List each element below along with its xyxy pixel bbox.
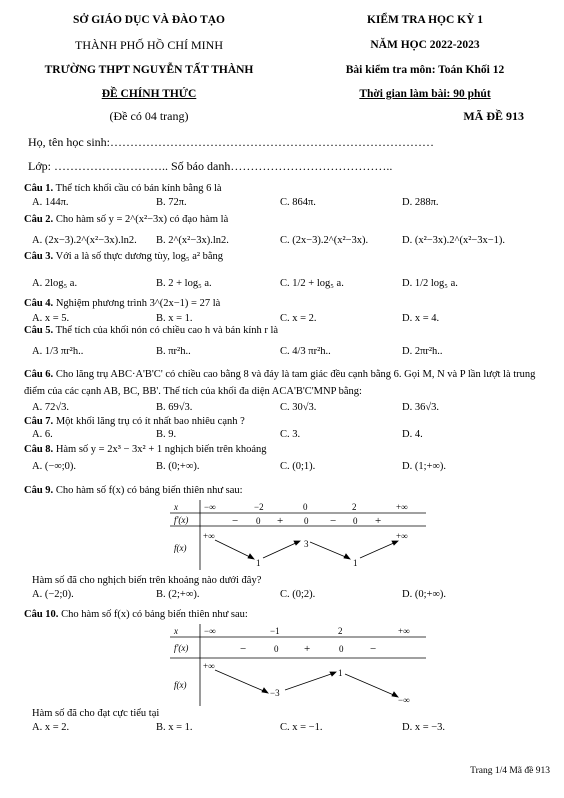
t10-x-label: x <box>174 626 178 636</box>
question-7: Câu 7. Một khối lăng trụ có ít nhất bao nhiêu cạnh ? <box>24 416 245 427</box>
q6-opt-b[interactable]: B. 69√3. <box>156 402 193 413</box>
question-9-sub: Hàm số đã cho nghịch biến trên khoảng nào dưới đây? <box>32 575 262 586</box>
q10-opt-c[interactable]: C. x = −1. <box>280 722 323 733</box>
q9-opt-d[interactable]: D. (0;+∞). <box>402 589 447 600</box>
t9-sign-5: 0 <box>353 516 358 526</box>
t9-f-4: +∞ <box>396 531 408 541</box>
q4-opt-a[interactable]: A. x = 5. <box>32 313 70 324</box>
question-5-options <box>32 346 552 359</box>
student-name-field: Họ, tên học sinh:……………………………………………………………………… <box>28 135 434 149</box>
question-10-options <box>32 722 552 735</box>
q4-opt-d[interactable]: D. x = 4. <box>402 313 440 324</box>
q9-opt-a[interactable]: A. (−2;0). <box>32 589 74 600</box>
t9-f-3: 1 <box>353 558 358 568</box>
q5-opt-d[interactable]: D. 2πr²h.. <box>402 346 443 357</box>
t9-sign-2: + <box>277 515 284 527</box>
q8-opt-a[interactable]: A. (−∞;0). <box>32 461 77 472</box>
variation-table-9 <box>170 500 426 570</box>
t10-x-0: −∞ <box>204 626 216 636</box>
t10-f-2: 1 <box>338 668 343 678</box>
t9-sign-1: 0 <box>256 516 261 526</box>
question-8: Câu 8. Hàm số y = 2x³ − 3x² + 1 nghịch biến trên khoảng <box>24 444 267 455</box>
q7-opt-c[interactable]: C. 3. <box>280 429 301 440</box>
q3-opt-b[interactable]: B. 2 + log₅ a. <box>156 278 212 289</box>
t9-sign-4: − <box>330 515 337 527</box>
t10-sign-0: − <box>240 643 247 655</box>
subject: Bài kiểm tra môn: Toán Khối 12 <box>345 64 505 76</box>
q7-opt-b[interactable]: B. 9. <box>156 429 177 440</box>
city-name: THÀNH PHỐ HỒ CHÍ MINH <box>75 38 223 52</box>
t9-x-4: +∞ <box>396 502 408 512</box>
q1-opt-c[interactable]: C. 864π. <box>280 197 316 208</box>
t9-f-label: f(x) <box>174 543 187 553</box>
q6-opt-a[interactable]: A. 72√3. <box>32 402 69 413</box>
t9-sign-0: − <box>232 515 239 527</box>
t9-x-1: −2 <box>254 502 264 512</box>
exam-time: Thời gian làm bài: 90 phút <box>359 88 491 100</box>
t9-f-2: 3 <box>304 539 309 549</box>
t9-x-0: −∞ <box>204 502 216 512</box>
t10-fp-label: f'(x) <box>174 643 189 653</box>
t10-sign-4: − <box>370 643 377 655</box>
q7-opt-a[interactable]: A. 6. <box>32 429 53 440</box>
question-5: Câu 5. Thể tích của khối nón có chiều cao h và bán kính r là <box>24 325 279 336</box>
q1-opt-d[interactable]: D. 288π. <box>402 197 439 208</box>
question-3-options <box>32 278 552 291</box>
t9-f-1: 1 <box>256 558 261 568</box>
question-7-options <box>32 429 552 442</box>
question-6-options <box>32 402 552 415</box>
t10-f-0: +∞ <box>203 661 215 671</box>
t10-sign-1: 0 <box>274 644 279 654</box>
q4-opt-c[interactable]: C. x = 2. <box>280 313 317 324</box>
t10-sign-3: 0 <box>339 644 344 654</box>
q9-opt-b[interactable]: B. (2;+∞). <box>156 589 200 600</box>
q1-opt-a[interactable]: A. 144π. <box>32 197 69 208</box>
q5-opt-b[interactable]: B. πr²h.. <box>156 346 191 357</box>
variation-table-10 <box>170 624 426 706</box>
q6-opt-c[interactable]: C. 30√3. <box>280 402 317 413</box>
q5-opt-a[interactable]: A. 1/3 πr²h.. <box>32 346 84 357</box>
q2-opt-d[interactable]: D. (x²−3x).2^(x²−3x−1). <box>402 235 506 246</box>
q6-opt-d[interactable]: D. 36√3. <box>402 402 439 413</box>
question-3: Câu 3. Với a là số thực dương tùy, log₅ a² bằng <box>24 251 224 262</box>
question-10-sub: Hàm số đã cho đạt cực tiểu tại <box>32 708 160 719</box>
q2-opt-a[interactable]: A. (2x−3).2^(x²−3x).ln2. <box>32 235 137 246</box>
page-footer: Trang 1/4 Mã đề 913 <box>470 766 550 776</box>
q4-opt-b[interactable]: B. x = 1. <box>156 313 193 324</box>
t9-f-0: +∞ <box>203 531 215 541</box>
q8-opt-b[interactable]: B. (0;+∞). <box>156 461 200 472</box>
q3-opt-a[interactable]: A. 2log₅ a. <box>32 278 78 289</box>
official-label: ĐỀ CHÍNH THỨC <box>101 88 197 100</box>
q3-opt-c[interactable]: C. 1/2 + log₅ a. <box>280 278 344 289</box>
t9-x-3: 2 <box>352 502 357 512</box>
t9-fp-label: f'(x) <box>174 515 189 525</box>
q2-opt-b[interactable]: B. 2^(x²−3x).ln2. <box>156 235 229 246</box>
question-9: Câu 9. Cho hàm số f(x) có bảng biến thiên như sau: <box>24 485 243 496</box>
question-8-options <box>32 461 552 474</box>
school-name: TRƯỜNG THPT NGUYỄN TẤT THÀNH <box>44 64 254 76</box>
q5-opt-c[interactable]: C. 4/3 πr²h.. <box>280 346 331 357</box>
q8-opt-c[interactable]: C. (0;1). <box>280 461 316 472</box>
dept-name: SỞ GIÁO DỤC VÀ ĐÀO TẠO <box>73 14 225 26</box>
t10-x-2: 2 <box>338 626 343 636</box>
t10-f-label: f(x) <box>174 680 187 690</box>
question-2-options <box>32 235 552 248</box>
t10-sign-2: + <box>304 643 311 655</box>
q7-opt-d[interactable]: D. 4. <box>402 429 423 440</box>
q10-opt-d[interactable]: D. x = −3. <box>402 722 446 733</box>
page-count: (Đề có 04 trang) <box>109 109 189 123</box>
question-1-options <box>32 197 552 210</box>
question-6: Câu 6. Cho lăng trụ ABC·A'B'C' có chiều cao bằng 8 và đáy là tam giác đều cạnh bằng 6. Gọi M, N và P lần lượt là trung điểm của các cạnh AB, BC, BB'. Thể tích của khối đa diện ACA'B'C'MNP bằng: <box>24 369 536 397</box>
t9-sign-3: 0 <box>304 516 309 526</box>
question-1: Câu 1. Thể tích khối cầu có bán kính bằng 6 là <box>24 183 222 194</box>
t9-x-label: x <box>174 502 178 512</box>
t10-f-1: −3 <box>270 688 280 698</box>
q10-opt-b[interactable]: B. x = 1. <box>156 722 193 733</box>
q1-opt-b[interactable]: B. 72π. <box>156 197 187 208</box>
question-2: Câu 2. Cho hàm số y = 2^(x²−3x) có đạo hàm là <box>24 214 229 225</box>
q2-opt-c[interactable]: C. (2x−3).2^(x²−3x). <box>280 235 369 246</box>
question-9-options <box>32 589 552 602</box>
class-field: Lớp: ……………………….. Số báo danh………………………………….. <box>28 159 393 173</box>
t10-f-3: −∞ <box>398 695 410 705</box>
question-10: Câu 10. Cho hàm số f(x) có bảng biến thiên như sau: <box>24 609 248 620</box>
q8-opt-d[interactable]: D. (1;+∞). <box>402 461 447 472</box>
t10-x-1: −1 <box>270 626 280 636</box>
t9-x-2: 0 <box>303 502 308 512</box>
t9-sign-6: + <box>375 515 382 527</box>
t10-x-3: +∞ <box>398 626 410 636</box>
school-year: NĂM HỌC 2022-2023 <box>370 39 480 51</box>
question-4: Câu 4. Nghiệm phương trình 3^(2x−1) = 27 là <box>24 298 221 309</box>
exam-code: MÃ ĐỀ 913 <box>463 109 524 123</box>
q3-opt-d[interactable]: D. 1/2 log₅ a. <box>402 278 458 289</box>
q10-opt-a[interactable]: A. x = 2. <box>32 722 70 733</box>
exam-title: KIỂM TRA HỌC KỲ 1 <box>366 14 484 26</box>
q9-opt-c[interactable]: C. (0;2). <box>280 589 316 600</box>
